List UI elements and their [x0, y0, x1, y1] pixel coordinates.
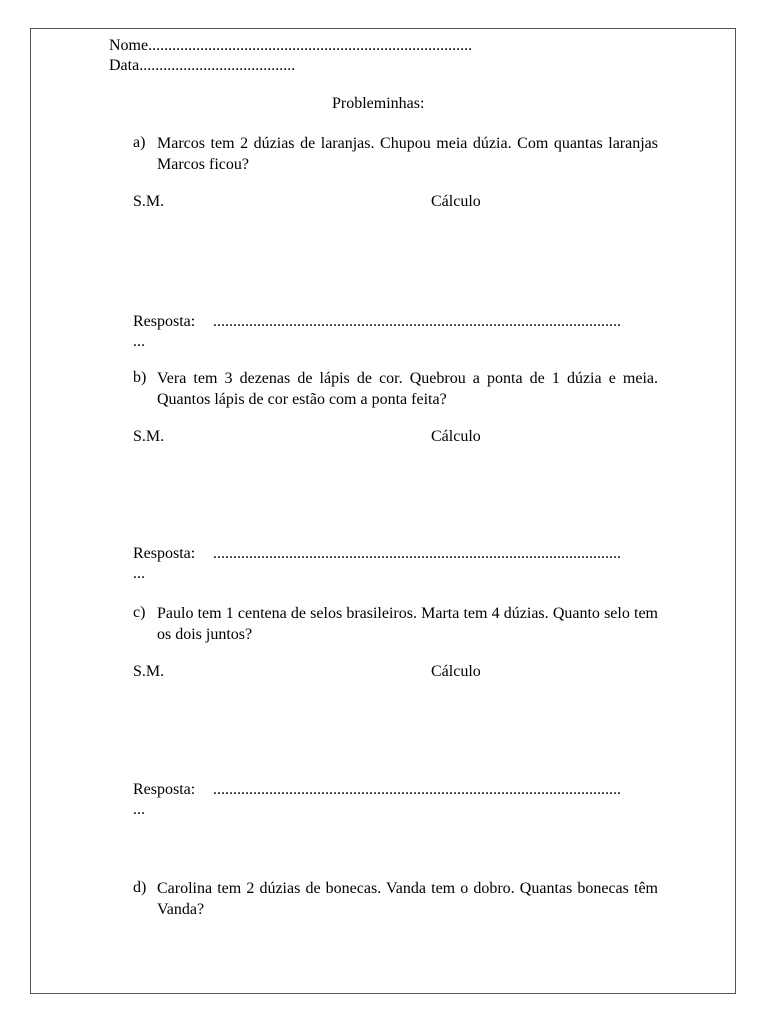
answer-line: ...................................................................................................... — [213, 313, 621, 330]
calc-label: Cálculo — [431, 193, 481, 210]
answer-line-continuation: ... — [133, 565, 145, 582]
sm-label: S.M. — [133, 428, 165, 445]
question-label: a) — [133, 134, 146, 151]
question-text: Vera tem 3 dezenas de lápis de cor. Quebrou a ponta de 1 dúzia e meia. Quantos lápis de cor estão com a ponta feita? — [157, 370, 658, 408]
answer-label: Resposta: — [133, 781, 196, 798]
calc-label: Cálculo — [431, 428, 481, 445]
answer-row — [133, 780, 658, 820]
answer-row — [133, 312, 658, 352]
calc-label: Cálculo — [431, 663, 481, 680]
answer-row — [133, 544, 658, 584]
answer-line-continuation: ... — [133, 801, 145, 818]
question-label: c) — [133, 604, 146, 621]
question-text: Paulo tem 1 centena de selos brasileiros. Marta tem 4 dúzias. Quanto selo tem os dois juntos? — [157, 605, 658, 643]
answer-label: Resposta: — [133, 545, 196, 562]
page-title: Probleminhas: — [332, 95, 425, 112]
date-field-line: Data....................................... — [109, 57, 296, 74]
name-field-line: Nome................................................................................. — [109, 37, 473, 54]
sm-label: S.M. — [133, 193, 165, 210]
question-label: d) — [133, 879, 147, 896]
question-text: Marcos tem 2 dúzias de laranjas. Chupou meia dúzia. Com quantas laranjas Marcos ficou? — [157, 135, 658, 173]
question-text: Carolina tem 2 dúzias de bonecas. Vanda tem o dobro. Quantas bonecas têm Vanda? — [157, 880, 658, 918]
answer-line: ...................................................................................................... — [213, 545, 621, 562]
sm-label: S.M. — [133, 663, 165, 680]
question-label: b) — [133, 369, 147, 386]
answer-line: ...................................................................................................... — [213, 781, 621, 798]
answer-label: Resposta: — [133, 313, 196, 330]
answer-line-continuation: ... — [133, 333, 145, 350]
